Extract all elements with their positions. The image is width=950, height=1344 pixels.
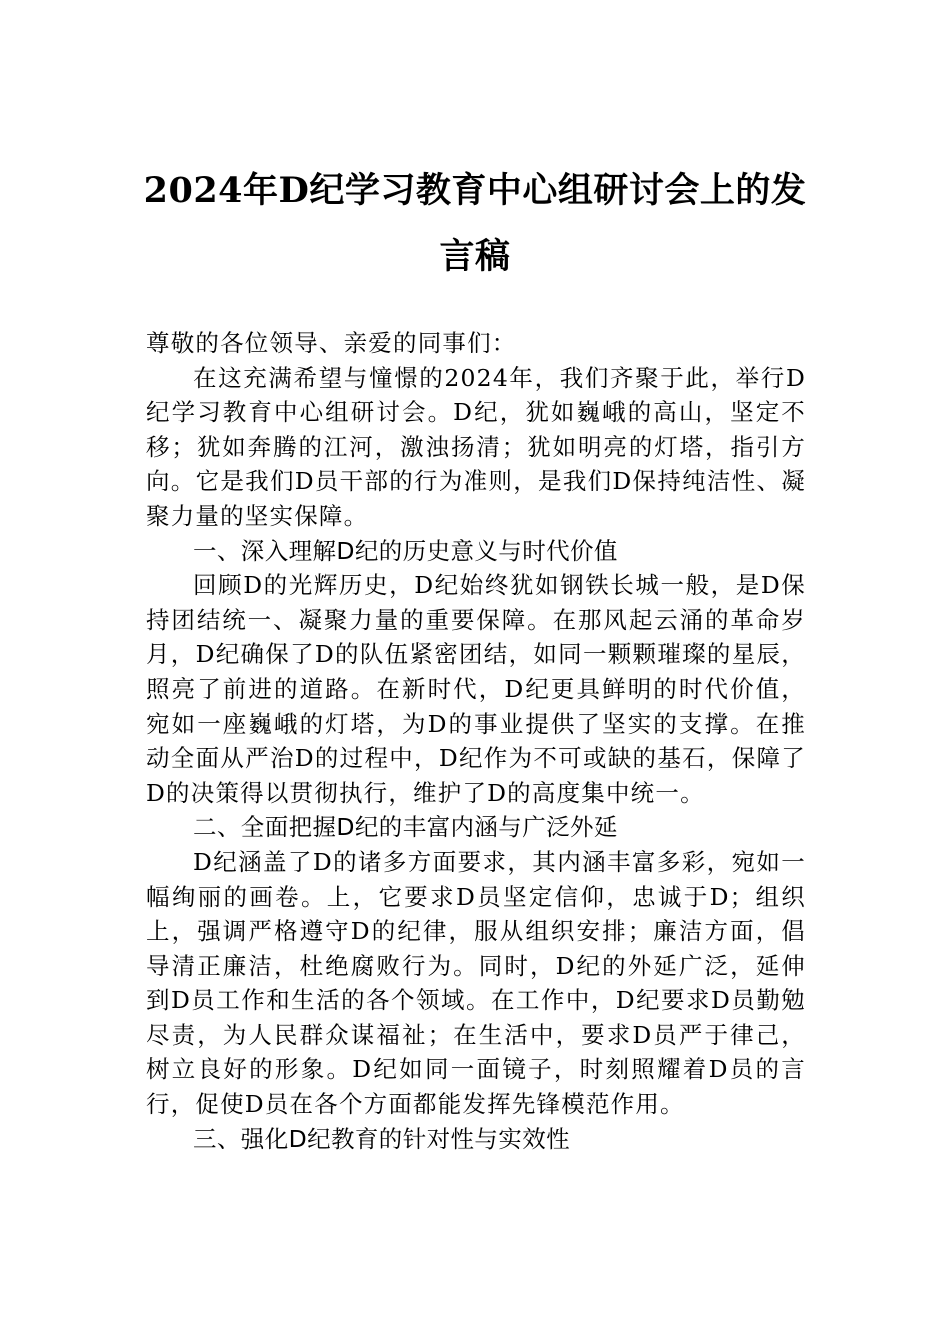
- document-body: [146, 326, 806, 1156]
- section-heading-1: 一、深入理解D纪的历史意义与时代价值: [193, 536, 618, 565]
- salutation: 尊敬的各位领导、亲爱的同事们：: [146, 329, 517, 357]
- section-heading-2: 二、全面把握D纪的丰富内涵与广泛外延: [193, 813, 618, 842]
- document-title: 2024年D纪学习教育中心组研讨会上的发言稿: [143, 170, 807, 277]
- intro-paragraph: 在这充满希望与憧憬的2024年，我们齐聚于此，举行D纪学习教育中心组研讨会。D纪，犹如巍峨的高山，坚定不移；犹如奔腾的江河，激浊扬清；犹如明亮的灯塔，指引方向。它是我们D员干部的行为准则，是我们D保持纯洁性、凝聚力量的坚实保障。: [146, 363, 806, 530]
- section-heading-3: 三、强化D纪教育的针对性与实效性: [193, 1124, 570, 1153]
- section-text-1: 回顾D的光辉历史，D纪始终犹如钢铁长城一般，是D保持团结统一、凝聚力量的重要保障。在那风起云涌的革命岁月，D纪确保了D的队伍紧密团结，如同一颗颗璀璨的星辰，照亮了前进的道路。在新时代，D纪更具鲜明的时代价值，宛如一座巍峨的灯塔，为D的事业提供了坚实的支撑。在推动全面从严治D的过程中，D纪作为不可或缺的基石，保障了D的决策得以贯彻执行，维护了D的高度集中统一。: [146, 571, 806, 807]
- section-text-2: D纪涵盖了D的诸多方面要求，其内涵丰富多彩，宛如一幅绚丽的画卷。上，它要求D员坚定信仰，忠诚于D；组织上，强调严格遵守D的纪律，服从组织安排；廉洁方面，倡导清正廉洁，杜绝腐败行为。同时，D纪的外延广泛，延伸到D员工作和生活的各个领域。在工作中，D纪要求D员勤勉尽责，为人民群众谋福祉；在生活中，要求D员严于律己，树立良好的形象。D纪如同一面镜子，时刻照耀着D员的言行，促使D员在各个方面都能发挥先锋模范作用。: [146, 847, 806, 1119]
